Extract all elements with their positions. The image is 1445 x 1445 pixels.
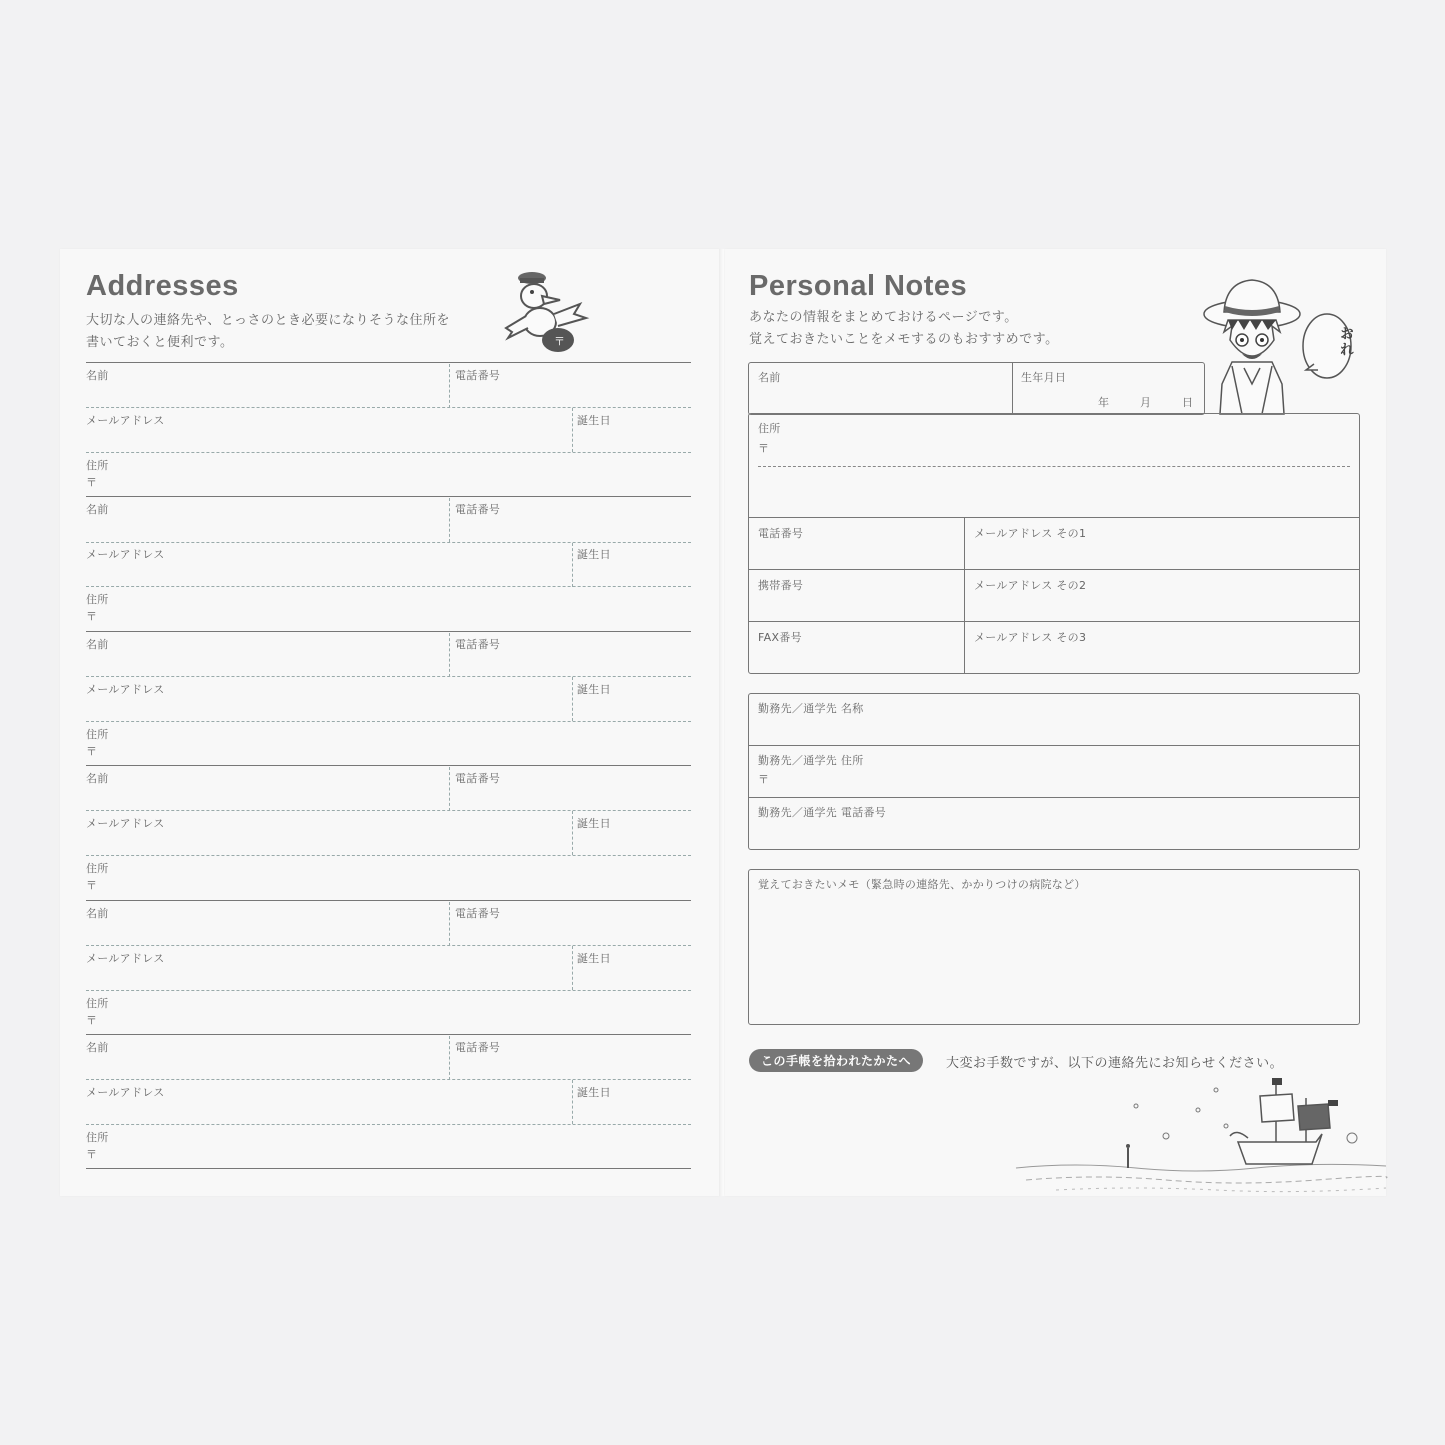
found-notice-text: 大変お手数ですが、以下の連絡先にお知らせください。 bbox=[946, 1056, 1284, 1071]
fax-label: FAX番号 bbox=[758, 631, 802, 644]
divider bbox=[572, 811, 573, 855]
name-dob-box bbox=[748, 362, 1205, 415]
email-label: メールアドレス bbox=[86, 952, 165, 965]
entries-bottom-line bbox=[86, 1168, 691, 1169]
dob-month: 月 bbox=[1140, 396, 1152, 409]
entry-top-line bbox=[86, 1034, 691, 1035]
phone-label: 電話番号 bbox=[455, 1041, 501, 1054]
divider bbox=[572, 408, 573, 452]
address-label: 住所 bbox=[86, 997, 109, 1010]
divider bbox=[572, 946, 573, 990]
speech-bubble-text: おれ bbox=[1338, 326, 1354, 358]
email3-label: メールアドレス その3 bbox=[974, 631, 1087, 644]
divider bbox=[449, 364, 450, 408]
postal-mark: 〒 bbox=[86, 745, 98, 758]
phone-label: 電話番号 bbox=[455, 503, 501, 516]
personal-intro-line-1: あなたの情報をまとめておけるページです。 bbox=[749, 310, 1018, 325]
postal-mark: 〒 bbox=[86, 879, 98, 892]
dashed-line bbox=[86, 855, 691, 856]
address-label: 住所 bbox=[86, 1131, 109, 1144]
personal-notes-intro bbox=[749, 307, 1059, 351]
luffy-illustration bbox=[1202, 274, 1332, 414]
birthday-label: 誕生日 bbox=[577, 817, 611, 830]
dob-label: 生年月日 bbox=[1021, 371, 1067, 384]
addresses-intro-line-2: 書いておくと便利です。 bbox=[86, 335, 234, 350]
email-label: メールアドレス bbox=[86, 683, 165, 696]
name-label: 名前 bbox=[86, 369, 109, 382]
entry-top-line bbox=[86, 362, 691, 363]
dashed-line bbox=[86, 945, 691, 946]
name-dob-divider bbox=[1012, 362, 1013, 415]
work-postal-mark: 〒 bbox=[758, 773, 770, 786]
work-address-label: 勤務先／通学先 住所 bbox=[758, 754, 864, 767]
dob-year: 年 bbox=[1098, 396, 1110, 409]
name-label: 名前 bbox=[86, 638, 109, 651]
personal-intro-line-2: 覚えておきたいことをメモするのもおすすめです。 bbox=[749, 332, 1059, 347]
postal-mark: 〒 bbox=[758, 442, 770, 455]
work-box bbox=[748, 693, 1360, 850]
row-line bbox=[748, 517, 1360, 518]
address-label: 住所 bbox=[86, 593, 109, 606]
dashed-line bbox=[86, 1079, 691, 1080]
phone-label: 電話番号 bbox=[455, 772, 501, 785]
work-phone-label: 勤務先／通学先 電話番号 bbox=[758, 806, 887, 819]
divider bbox=[449, 633, 450, 677]
divider bbox=[449, 498, 450, 542]
phone-label: 電話番号 bbox=[455, 907, 501, 920]
divider bbox=[449, 767, 450, 811]
name-label: 名前 bbox=[758, 371, 781, 384]
personal-notes-title: Personal Notes bbox=[749, 270, 968, 302]
work-name-label: 勤務先／通学先 名称 bbox=[758, 702, 864, 715]
postal-mark: 〒 bbox=[86, 1148, 98, 1161]
addresses-intro bbox=[86, 310, 450, 354]
pirate-ship-illustration bbox=[1016, 1076, 1386, 1196]
phone-label: 電話番号 bbox=[455, 638, 501, 651]
birthday-label: 誕生日 bbox=[577, 548, 611, 561]
row-line bbox=[748, 797, 1360, 798]
email-label: メールアドレス bbox=[86, 548, 165, 561]
phone-label: 電話番号 bbox=[455, 369, 501, 382]
birthday-label: 誕生日 bbox=[577, 683, 611, 696]
addresses-intro-line-1: 大切な人の連絡先や、とっさのとき必要になりそうな住所を bbox=[86, 313, 450, 328]
birthday-label: 誕生日 bbox=[577, 952, 611, 965]
row-line bbox=[748, 569, 1360, 570]
address-label: 住所 bbox=[86, 862, 109, 875]
phone-label: 電話番号 bbox=[758, 527, 804, 540]
birthday-label: 誕生日 bbox=[577, 414, 611, 427]
dashed-line bbox=[86, 452, 691, 453]
email1-label: メールアドレス その1 bbox=[974, 527, 1087, 540]
dashed-line bbox=[86, 542, 691, 543]
postal-mark: 〒 bbox=[86, 476, 98, 489]
dashed-line bbox=[86, 407, 691, 408]
addresses-page bbox=[60, 249, 720, 1196]
address-label: 住所 bbox=[758, 422, 781, 435]
found-notice-pill: この手帳を拾われたかたへ bbox=[749, 1049, 923, 1072]
memo-box bbox=[748, 869, 1360, 1025]
address-dashed-line bbox=[758, 466, 1350, 467]
email-label: メールアドレス bbox=[86, 1086, 165, 1099]
entry-top-line bbox=[86, 900, 691, 901]
svg-text:〒: 〒 bbox=[554, 335, 565, 348]
dashed-line bbox=[86, 586, 691, 587]
dashed-line bbox=[86, 1124, 691, 1125]
divider bbox=[572, 1080, 573, 1124]
divider bbox=[572, 677, 573, 721]
postal-mark: 〒 bbox=[86, 610, 98, 623]
postal-mark: 〒 bbox=[86, 1014, 98, 1027]
divider bbox=[449, 902, 450, 946]
addresses-title: Addresses bbox=[86, 270, 239, 302]
row-line bbox=[748, 745, 1360, 746]
entry-top-line bbox=[86, 496, 691, 497]
name-label: 名前 bbox=[86, 1041, 109, 1054]
divider bbox=[449, 1036, 450, 1080]
email2-label: メールアドレス その2 bbox=[974, 579, 1087, 592]
row-line bbox=[748, 621, 1360, 622]
memo-label: 覚えておきたいメモ（緊急時の連絡先、かかりつけの病院など） bbox=[758, 878, 1086, 891]
column-line bbox=[964, 517, 965, 674]
entry-top-line bbox=[86, 631, 691, 632]
address-label: 住所 bbox=[86, 728, 109, 741]
birthday-label: 誕生日 bbox=[577, 1086, 611, 1099]
entry-top-line bbox=[86, 765, 691, 766]
dashed-line bbox=[86, 676, 691, 677]
email-label: メールアドレス bbox=[86, 817, 165, 830]
address-label: 住所 bbox=[86, 459, 109, 472]
name-label: 名前 bbox=[86, 907, 109, 920]
name-label: 名前 bbox=[86, 503, 109, 516]
name-label: 名前 bbox=[86, 772, 109, 785]
email-label: メールアドレス bbox=[86, 414, 165, 427]
dob-day: 日 bbox=[1182, 396, 1194, 409]
dashed-line bbox=[86, 990, 691, 991]
dashed-line bbox=[86, 721, 691, 722]
divider bbox=[572, 543, 573, 587]
dashed-line bbox=[86, 810, 691, 811]
seagull-mail-icon bbox=[502, 266, 592, 356]
mobile-label: 携帯番号 bbox=[758, 579, 804, 592]
